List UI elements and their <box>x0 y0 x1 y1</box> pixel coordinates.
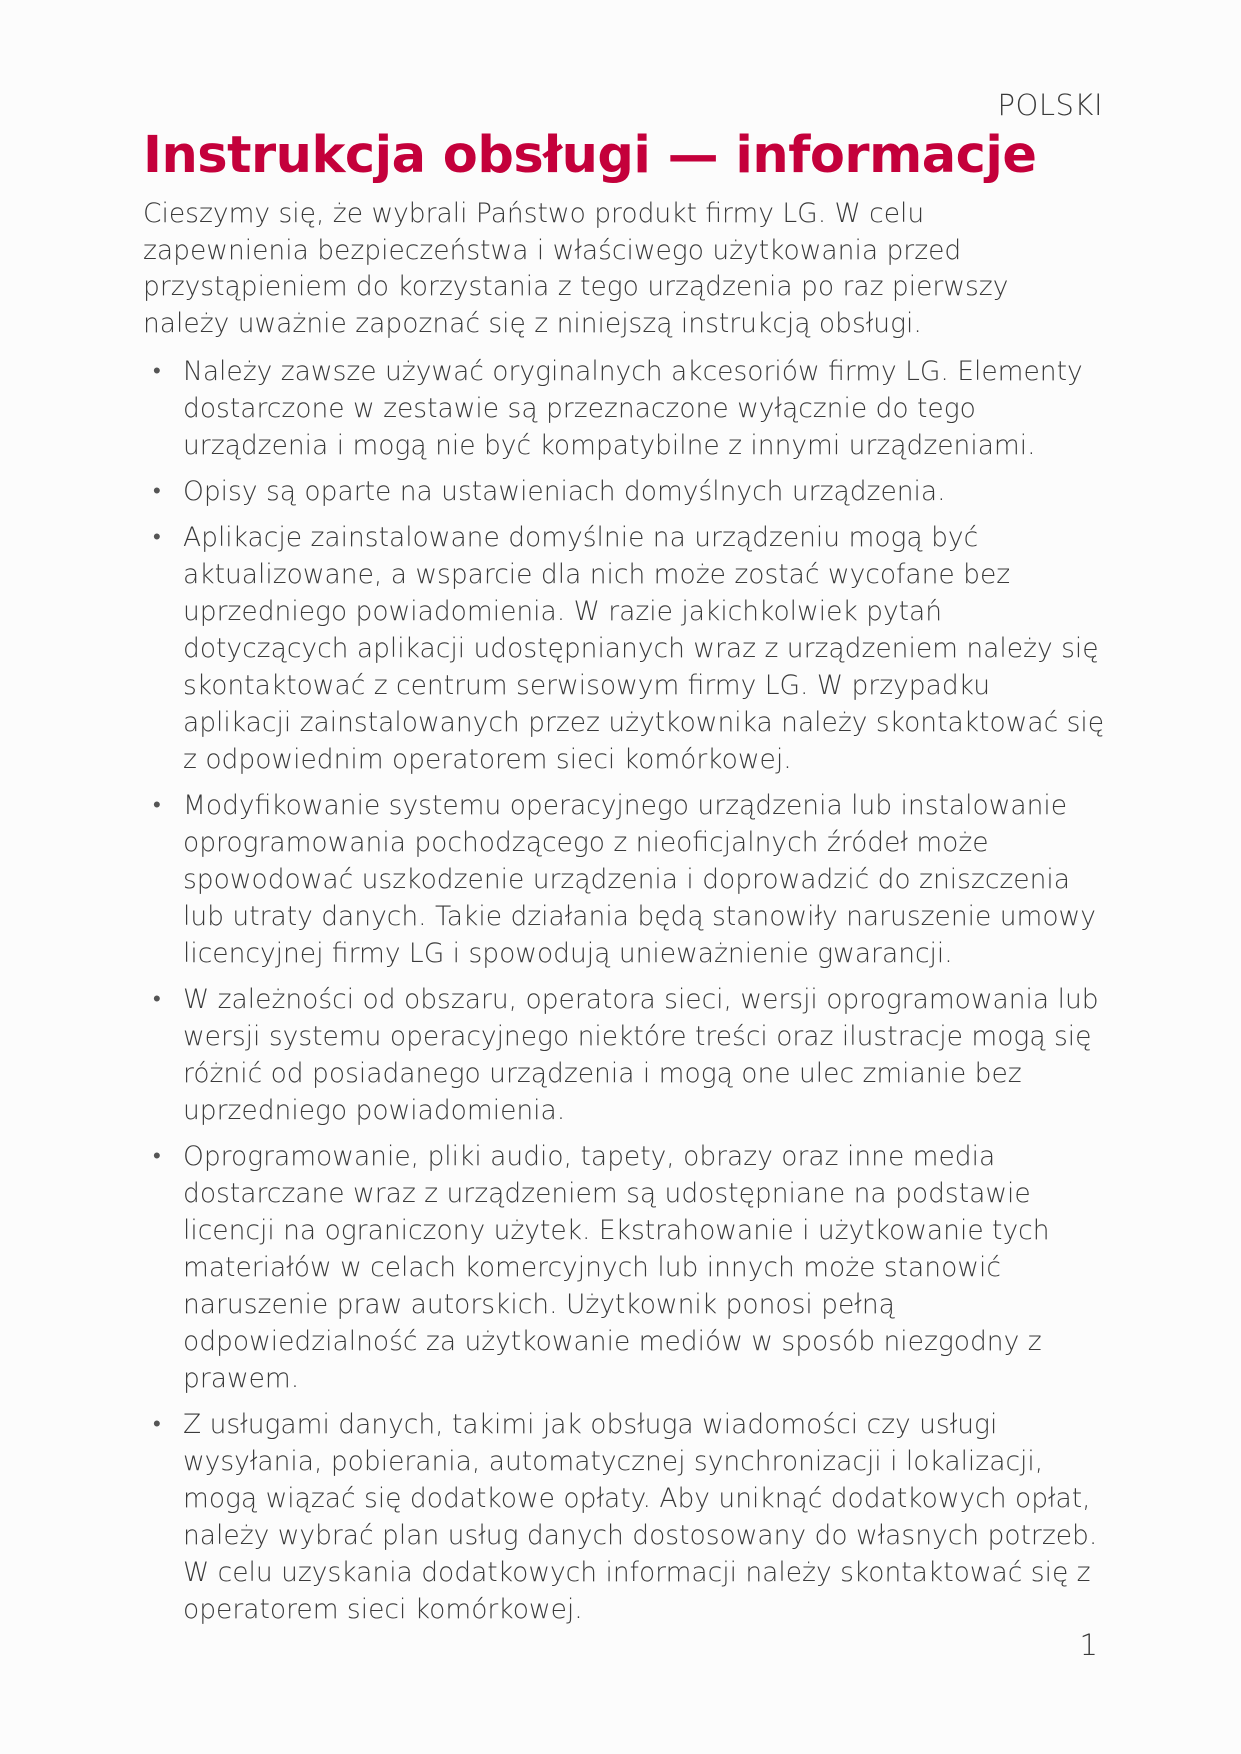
bullet-icon: • <box>153 1412 161 1437</box>
list-item-text: Należy zawsze używać oryginalnych akcesoriów firmy LG. Elementy dostarczone w zestawie są przeznaczone wyłącznie do tego urządzenia i mogą nie być kompatybilne z innymi urządzeniami. <box>183 356 1083 461</box>
list-item-text: W zależności od obszaru, operatora sieci, wersji oprogramowania lub wersji systemu operacyjnego niektóre treści oraz ilustracje mogą się różnić od posiadanego urządzenia i mogą one ulec zmianie bez uprzedniego powiadomienia. <box>183 984 1099 1126</box>
bullet-icon: • <box>153 525 161 550</box>
list-item <box>143 787 1105 972</box>
notice-list <box>143 353 1105 1637</box>
bullet-icon: • <box>153 793 161 818</box>
list-item-text: Opisy są oparte na ustawieniach domyślnych urządzenia. <box>183 476 946 507</box>
bullet-icon: • <box>153 479 161 504</box>
page-number: 1 <box>1079 1628 1098 1662</box>
list-item <box>143 353 1105 464</box>
list-item <box>143 981 1105 1129</box>
list-item-text: Aplikacje zainstalowane domyślnie na urządzeniu mogą być aktualizowane, a wsparcie dla nich może zostać wycofane bez uprzedniego powiadomienia. W razie jakichkolwiek pytań dotyczących aplikacji udostępnianych wraz z urządzeniem należy się skontaktować z centrum serwisowym firmy LG. W przypadku aplikacji zainstalowanych przez użytkownika należy skontaktować się z odpowiednim operatorem sieci komórkowej. <box>183 522 1105 775</box>
language-label: POLSKI <box>997 88 1103 122</box>
bullet-icon: • <box>153 987 161 1012</box>
list-item-text: Z usługami danych, takimi jak obsługa wiadomości czy usługi wysyłania, pobierania, automatycznej synchronizacji i lokalizacji, mogą wiązać się dodatkowe opłaty. Aby uniknąć dodatkowych opłat, należy wybrać plan usług danych dostosowany do własnych potrzeb. W celu uzyskania dodatkowych informacji należy skontaktować się z operatorem sieci komórkowej. <box>183 1409 1098 1625</box>
list-item <box>143 473 1105 510</box>
list-item-text: Modyfikowanie systemu operacyjnego urządzenia lub instalowanie oprogramowania pochodzącego z nieoficjalnych źródeł może spowodować uszkodzenie urządzenia i doprowadzić do zniszczenia lub utraty danych. Takie działania będą stanowiły naruszenie umowy licencyjnej firmy LG i spowodują unieważnienie gwarancji. <box>183 790 1096 969</box>
page-title: Instrukcja obsługi — informacje <box>143 126 1037 185</box>
list-item <box>143 1406 1105 1628</box>
list-item <box>143 1138 1105 1397</box>
bullet-icon: • <box>153 359 161 384</box>
bullet-icon: • <box>153 1144 161 1169</box>
list-item-text: Oprogramowanie, pliki audio, tapety, obrazy oraz inne media dostarczane wraz z urządzeniem są udostępniane na podstawie licencji na ograniczony użytek. Ekstrahowanie i użytkowanie tych materiałów w celach komercyjnych lub innych może stanowić naruszenie praw autorskich. Użytkownik ponosi pełną odpowiedzialność za użytkowanie mediów w sposób niezgodny z prawem. <box>183 1141 1050 1394</box>
intro-paragraph: Cieszymy się, że wybrali Państwo produkt firmy LG. W celu zapewnienia bezpieczeństwa i właściwego użytkowania przed przystąpieniem do korzystania z tego urządzenia po raz pierwszy należy uważnie zapoznać się z niniejszą instrukcją obsługi. <box>143 198 1009 339</box>
list-item <box>143 519 1105 778</box>
